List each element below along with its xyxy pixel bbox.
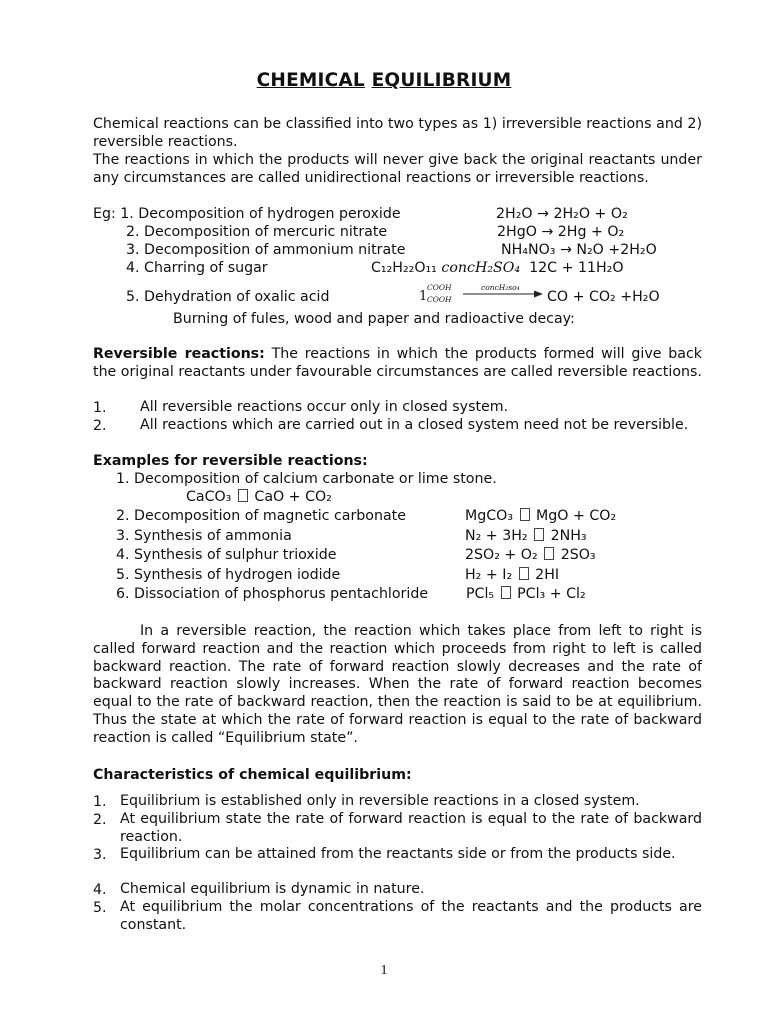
point-text: All reversible reactions occur only in closed system. <box>140 399 509 415</box>
bracket-glyph: 1 <box>419 289 428 304</box>
example-label: 4. Charring of sugar <box>126 260 268 276</box>
characteristic-text: At equilibrium the molar concentrations of the reactants and the products are constant. <box>120 899 702 933</box>
characteristic-text: Equilibrium is established only in reversible reactions in a closed system. <box>120 793 640 809</box>
equilibrium-arrow-icon <box>544 547 554 560</box>
characteristic-number: 4. <box>93 882 107 898</box>
equation-lhs: CaCO₃ <box>186 489 232 505</box>
characteristic-text: At equilibrium state the rate of forward reaction is equal to the rate of backward reaction. <box>120 811 702 845</box>
equilibrium-arrow-icon <box>534 528 544 541</box>
page-number: 1 <box>380 963 388 978</box>
reversible-equation <box>465 546 596 564</box>
reversible-definition <box>93 346 702 382</box>
characteristics-heading: Characteristics of chemical equilibrium: <box>93 767 412 783</box>
example-label: Eg: 1. Decomposition of hydrogen peroxide <box>93 206 401 222</box>
reversible-example-label: 1. Decomposition of calcium carbonate or lime stone. <box>116 471 497 487</box>
characteristic-number: 1. <box>93 794 107 810</box>
point-number: 2. <box>93 418 107 434</box>
example-label: 3. Decomposition of ammonium nitrate <box>126 242 406 258</box>
example-equation <box>371 259 624 277</box>
intro-paragraph-2: The reactions in which the products will never give back the original reactants under any circumstances are called unidirectional reactions or irreversible reactions. <box>93 152 702 186</box>
equilibrium-arrow-icon <box>519 567 529 580</box>
point-number: 1. <box>93 400 107 416</box>
equation-rhs: 2NH₃ <box>550 528 587 544</box>
characteristic-number: 5. <box>93 900 107 916</box>
page-title <box>0 70 768 91</box>
equation-rhs: CaO + CO₂ <box>254 489 332 505</box>
example-label: 5. Dehydration of oxalic acid <box>126 289 330 305</box>
title-part-1: CHEMICAL <box>256 70 365 91</box>
equation-lhs: MgCO₃ <box>465 508 514 524</box>
oxalic-cooh-top: COOH <box>427 283 452 292</box>
reversible-equation <box>465 566 559 584</box>
equation-lhs: PCl₅ <box>466 586 495 602</box>
title-part-2: EQUILIBRIUM <box>371 70 512 91</box>
equation-reactant: C₁₂H₂₂O₁₁ <box>371 260 437 276</box>
equation-rhs: PCl₃ + Cl₂ <box>517 586 586 602</box>
point-text: All reactions which are carried out in a closed system need not be reversible. <box>140 417 689 433</box>
equilibrium-arrow-icon <box>238 489 248 502</box>
reversible-example-label: 4. Synthesis of sulphur trioxide <box>116 547 337 563</box>
equation-lhs: H₂ + I₂ <box>465 567 513 583</box>
equation-product: 12C + 11H₂O <box>529 260 624 276</box>
equilibrium-arrow-icon <box>501 586 511 599</box>
equation-rhs: 2SO₃ <box>560 547 596 563</box>
equation-rhs: 2HI <box>535 567 560 583</box>
reversible-equation <box>466 585 586 603</box>
reversible-example-label: 5. Synthesis of hydrogen iodide <box>116 567 341 583</box>
equation-lhs: 2SO₂ + O₂ <box>465 547 538 563</box>
reversible-example-label: 2. Decomposition of magnetic carbonate <box>116 508 406 524</box>
reversible-equation <box>465 527 587 545</box>
reversible-example-label: 6. Dissociation of phosphorus pentachloride <box>116 586 429 602</box>
reversible-equation <box>465 507 616 525</box>
characteristic-text: Equilibrium can be attained from the reactants side or from the products side. <box>120 846 676 862</box>
reversible-heading: Reversible reactions: <box>93 346 265 362</box>
equation-rhs: MgO + CO₂ <box>536 508 617 524</box>
characteristic-number: 3. <box>93 847 107 863</box>
reversible-equation <box>186 488 332 506</box>
oxalic-cooh-bottom: COOH <box>427 295 452 304</box>
burning-line: Burning of fules, wood and paper and radioactive decay: <box>173 311 575 327</box>
equilibrium-paragraph: In a reversible reaction, the reaction which takes place from left to right is called forward reaction and the reaction which proceeds from right to left is called backward reaction. The rate of forward reaction slowly decreases and the rate of backward reaction slowly increases. When the rate of forward reaction becomes equal to the rate of backward reaction, then the reaction is said to be at equilibrium. Thus the state at which the rate of forward reaction is equal to the rate of backward reaction is called “Equilibrium state”. <box>93 623 702 746</box>
example-equation: 2H₂O → 2H₂O + O₂ <box>496 206 628 222</box>
example-label: 2. Decomposition of mercuric nitrate <box>126 224 388 240</box>
reversible-text: The reactions in which the products formed will give back the original reactants under favourable circumstances are called reversible reactions. <box>93 346 702 380</box>
intro-paragraph-1: Chemical reactions can be classified into two types as 1) irreversible reactions and 2) reversible reactions. <box>93 116 702 150</box>
equilibrium-arrow-icon <box>520 508 530 521</box>
example-equation: 2HgO → 2Hg + O₂ <box>497 224 625 240</box>
example-equation <box>419 282 709 310</box>
examples-heading: Examples for reversible reactions: <box>93 453 368 469</box>
equation-product: CO + CO₂ +H₂O <box>547 289 660 305</box>
reaction-arrow-icon <box>463 288 543 300</box>
characteristic-number: 2. <box>93 812 107 828</box>
equation-lhs: N₂ + 3H₂ <box>465 528 528 544</box>
example-equation: NH₄NO₃ → N₂O +2H₂O <box>501 242 657 258</box>
characteristic-text: Chemical equilibrium is dynamic in nature. <box>120 881 425 897</box>
reaction-condition: concH₂so₄ <box>481 283 520 292</box>
reaction-condition: concH₂SO₄ <box>441 260 521 276</box>
reversible-example-label: 3. Synthesis of ammonia <box>116 528 292 544</box>
